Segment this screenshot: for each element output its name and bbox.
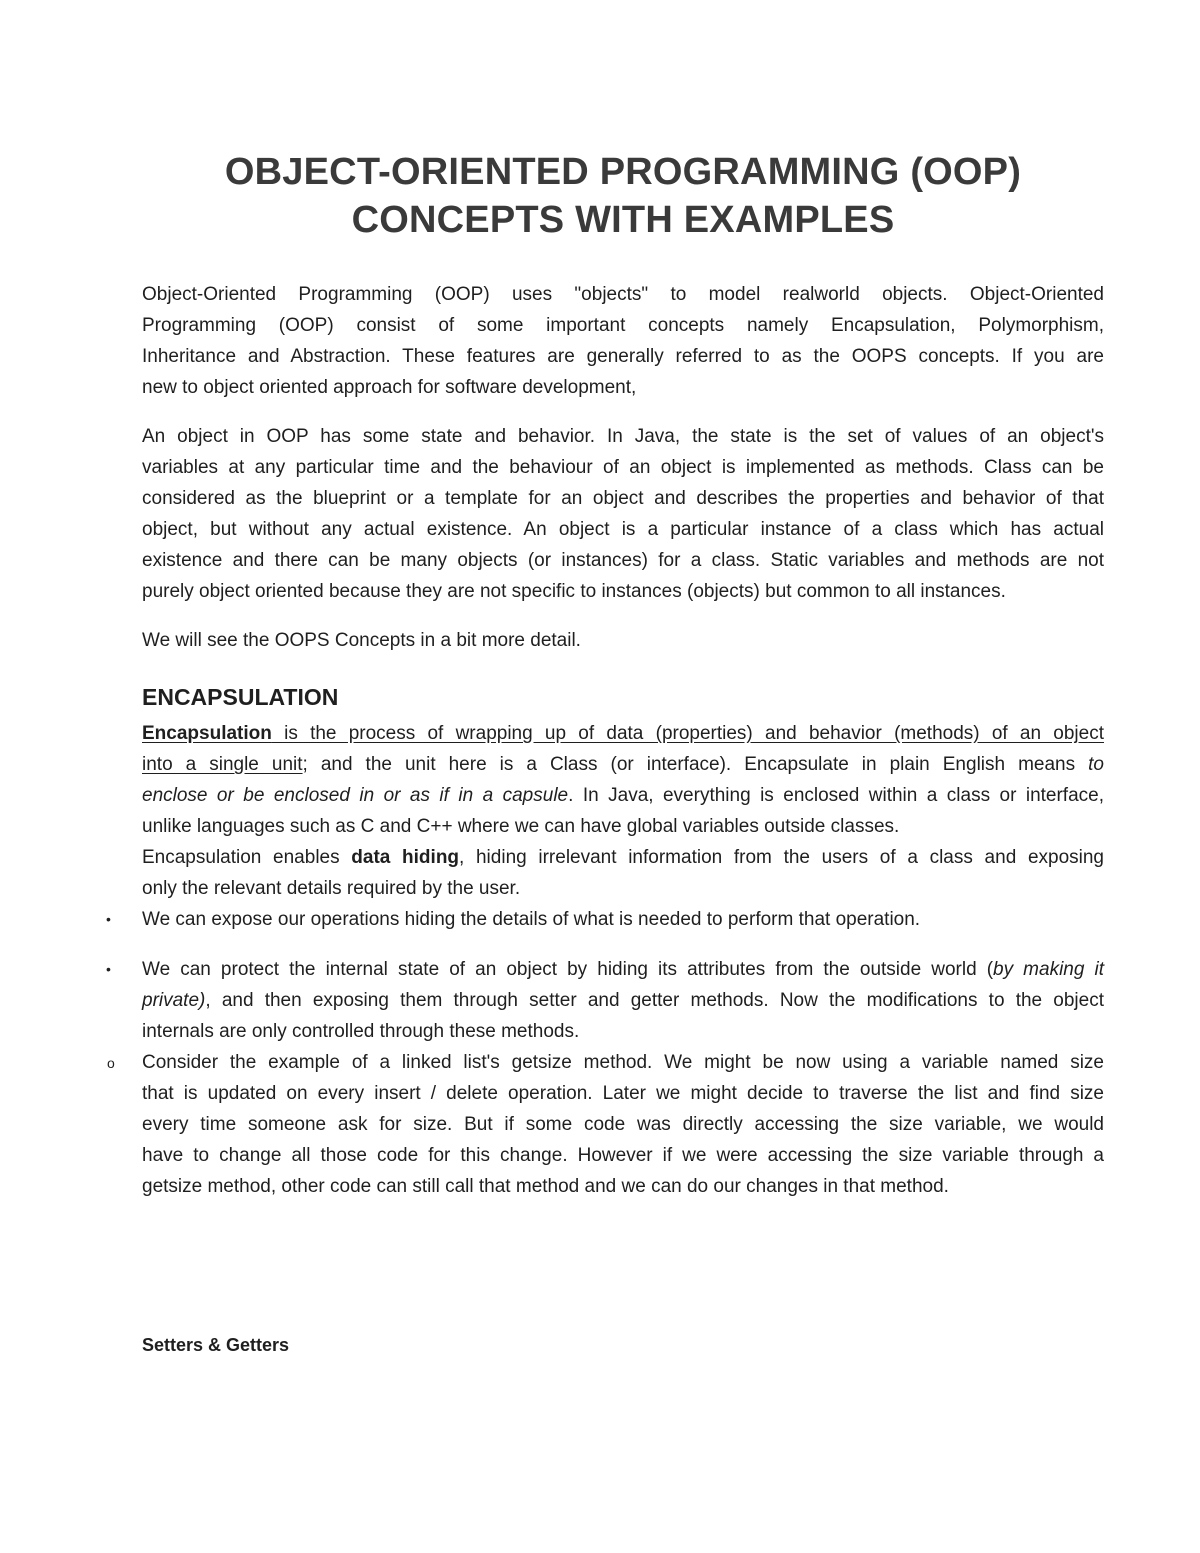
- encapsulation-line-4: unlike languages such as C and C++ where we can have global variables outside classes.: [142, 816, 900, 837]
- single-unit-text: into a single unit: [142, 754, 303, 775]
- bullet-item-2: [106, 954, 1105, 1047]
- bullet-line: internals are only controlled through these methods.: [142, 1021, 580, 1042]
- encapsulation-paragraph: [142, 718, 1104, 904]
- object-line: object, but without any actual existence. An object is a particular instance of a class which has actual: [142, 519, 1104, 540]
- object-paragraph: [142, 421, 1104, 607]
- encapsulation-text: ; and the unit here is a Class (or interface). Encapsulate in plain English means: [302, 754, 1089, 775]
- intro-line: Object-Oriented Programming (OOP) uses "objects" to model realworld objects. Object-Oriented: [142, 284, 1104, 305]
- intro-line: new to object oriented approach for software development,: [142, 377, 637, 398]
- title-line-2: CONCEPTS WITH EXAMPLES: [351, 199, 895, 241]
- encapsulation-term: Encapsulation: [142, 723, 272, 744]
- bullet-item-1: [106, 904, 1104, 935]
- bullet-line: [142, 954, 1104, 985]
- intro-line: Programming (OOP) consist of some important concepts namely Encapsulation, Polymorphism,: [142, 315, 1104, 336]
- sub-bullet-line: Consider the example of a linked list's getsize method. We might be now using a variable named size: [142, 1052, 1104, 1073]
- bullet-text: , and then exposing them through setter and getter methods. Now the modifications to the object: [205, 990, 1104, 1011]
- intro-line: Inheritance and Abstraction. These features are generally referred to as the OOPS concepts. If you are: [142, 346, 1104, 367]
- data-hiding-term: data hiding: [351, 847, 460, 868]
- bullet-marker: •: [106, 911, 111, 927]
- detail-paragraph: [142, 625, 1104, 656]
- encapsulation-italic: to: [1088, 754, 1104, 775]
- title-line-1: OBJECT-ORIENTED PROGRAMMING (OOP): [224, 151, 1022, 193]
- encapsulation-text: Encapsulation enables: [142, 847, 352, 868]
- encapsulation-text: is the process of wrapping up of data (properties) and behavior (methods) of an object: [271, 723, 1104, 744]
- sub-bullet-line: that is updated on every insert / delete operation. Later we might decide to traverse the list and find size: [142, 1083, 1104, 1104]
- object-line: purely object oriented because they are not specific to instances (objects) but common to all instances.: [142, 581, 1006, 602]
- encapsulation-text: . In Java, everything is enclosed within a class or interface,: [568, 785, 1104, 806]
- bullet-marker: •: [106, 961, 111, 977]
- bullet-line: [142, 985, 1104, 1016]
- encapsulation-line-3: [142, 780, 1104, 811]
- detail-line: We will see the OOPS Concepts in a bit more detail.: [142, 630, 581, 651]
- bullet-italic: by making it: [993, 959, 1105, 980]
- sub-bullet-item: [107, 1047, 1104, 1202]
- object-line: considered as the blueprint or a template for an object and describes the properties and behavior of that: [142, 488, 1104, 509]
- setters-getters-heading: Setters & Getters: [142, 1335, 290, 1355]
- intro-paragraph: [142, 279, 1104, 403]
- encapsulation-text: , hiding irrelevant information from the users of a class and exposing: [459, 847, 1104, 868]
- object-line: existence and there can be many objects (or instances) for a class. Static variables and methods are not: [142, 550, 1104, 571]
- encapsulation-line-1: [142, 718, 1104, 749]
- sub-bullet-line: getsize method, other code can still call that method and we can do our changes in that method.: [142, 1176, 949, 1197]
- bullet-text: We can expose our operations hiding the details of what is needed to perform that operation.: [142, 909, 921, 930]
- encapsulation-heading: ENCAPSULATION: [142, 684, 339, 710]
- document-title: [122, 148, 1124, 244]
- encapsulation-line-5: [142, 842, 1104, 873]
- sub-bullet-line: have to change all those code for this change. However if we were accessing the size variable through a: [142, 1145, 1104, 1166]
- circle-marker: o: [107, 1055, 115, 1071]
- encapsulation-line-2: [142, 749, 1104, 780]
- bullet-text: We can protect the internal state of an object by hiding its attributes from the outside world (: [142, 959, 994, 980]
- object-line: An object in OOP has some state and behavior. In Java, the state is the set of values of an object's: [142, 426, 1104, 447]
- object-line: variables at any particular time and the behaviour of an object is implemented as methods. Class can be: [142, 457, 1104, 478]
- bullet-italic: private): [142, 990, 206, 1011]
- encapsulation-italic: enclose or be enclosed in or as if in a capsule: [142, 785, 569, 806]
- encapsulation-line-6: only the relevant details required by the user.: [142, 878, 521, 899]
- sub-bullet-line: every time someone ask for size. But if some code was directly accessing the size variable, we would: [142, 1114, 1104, 1135]
